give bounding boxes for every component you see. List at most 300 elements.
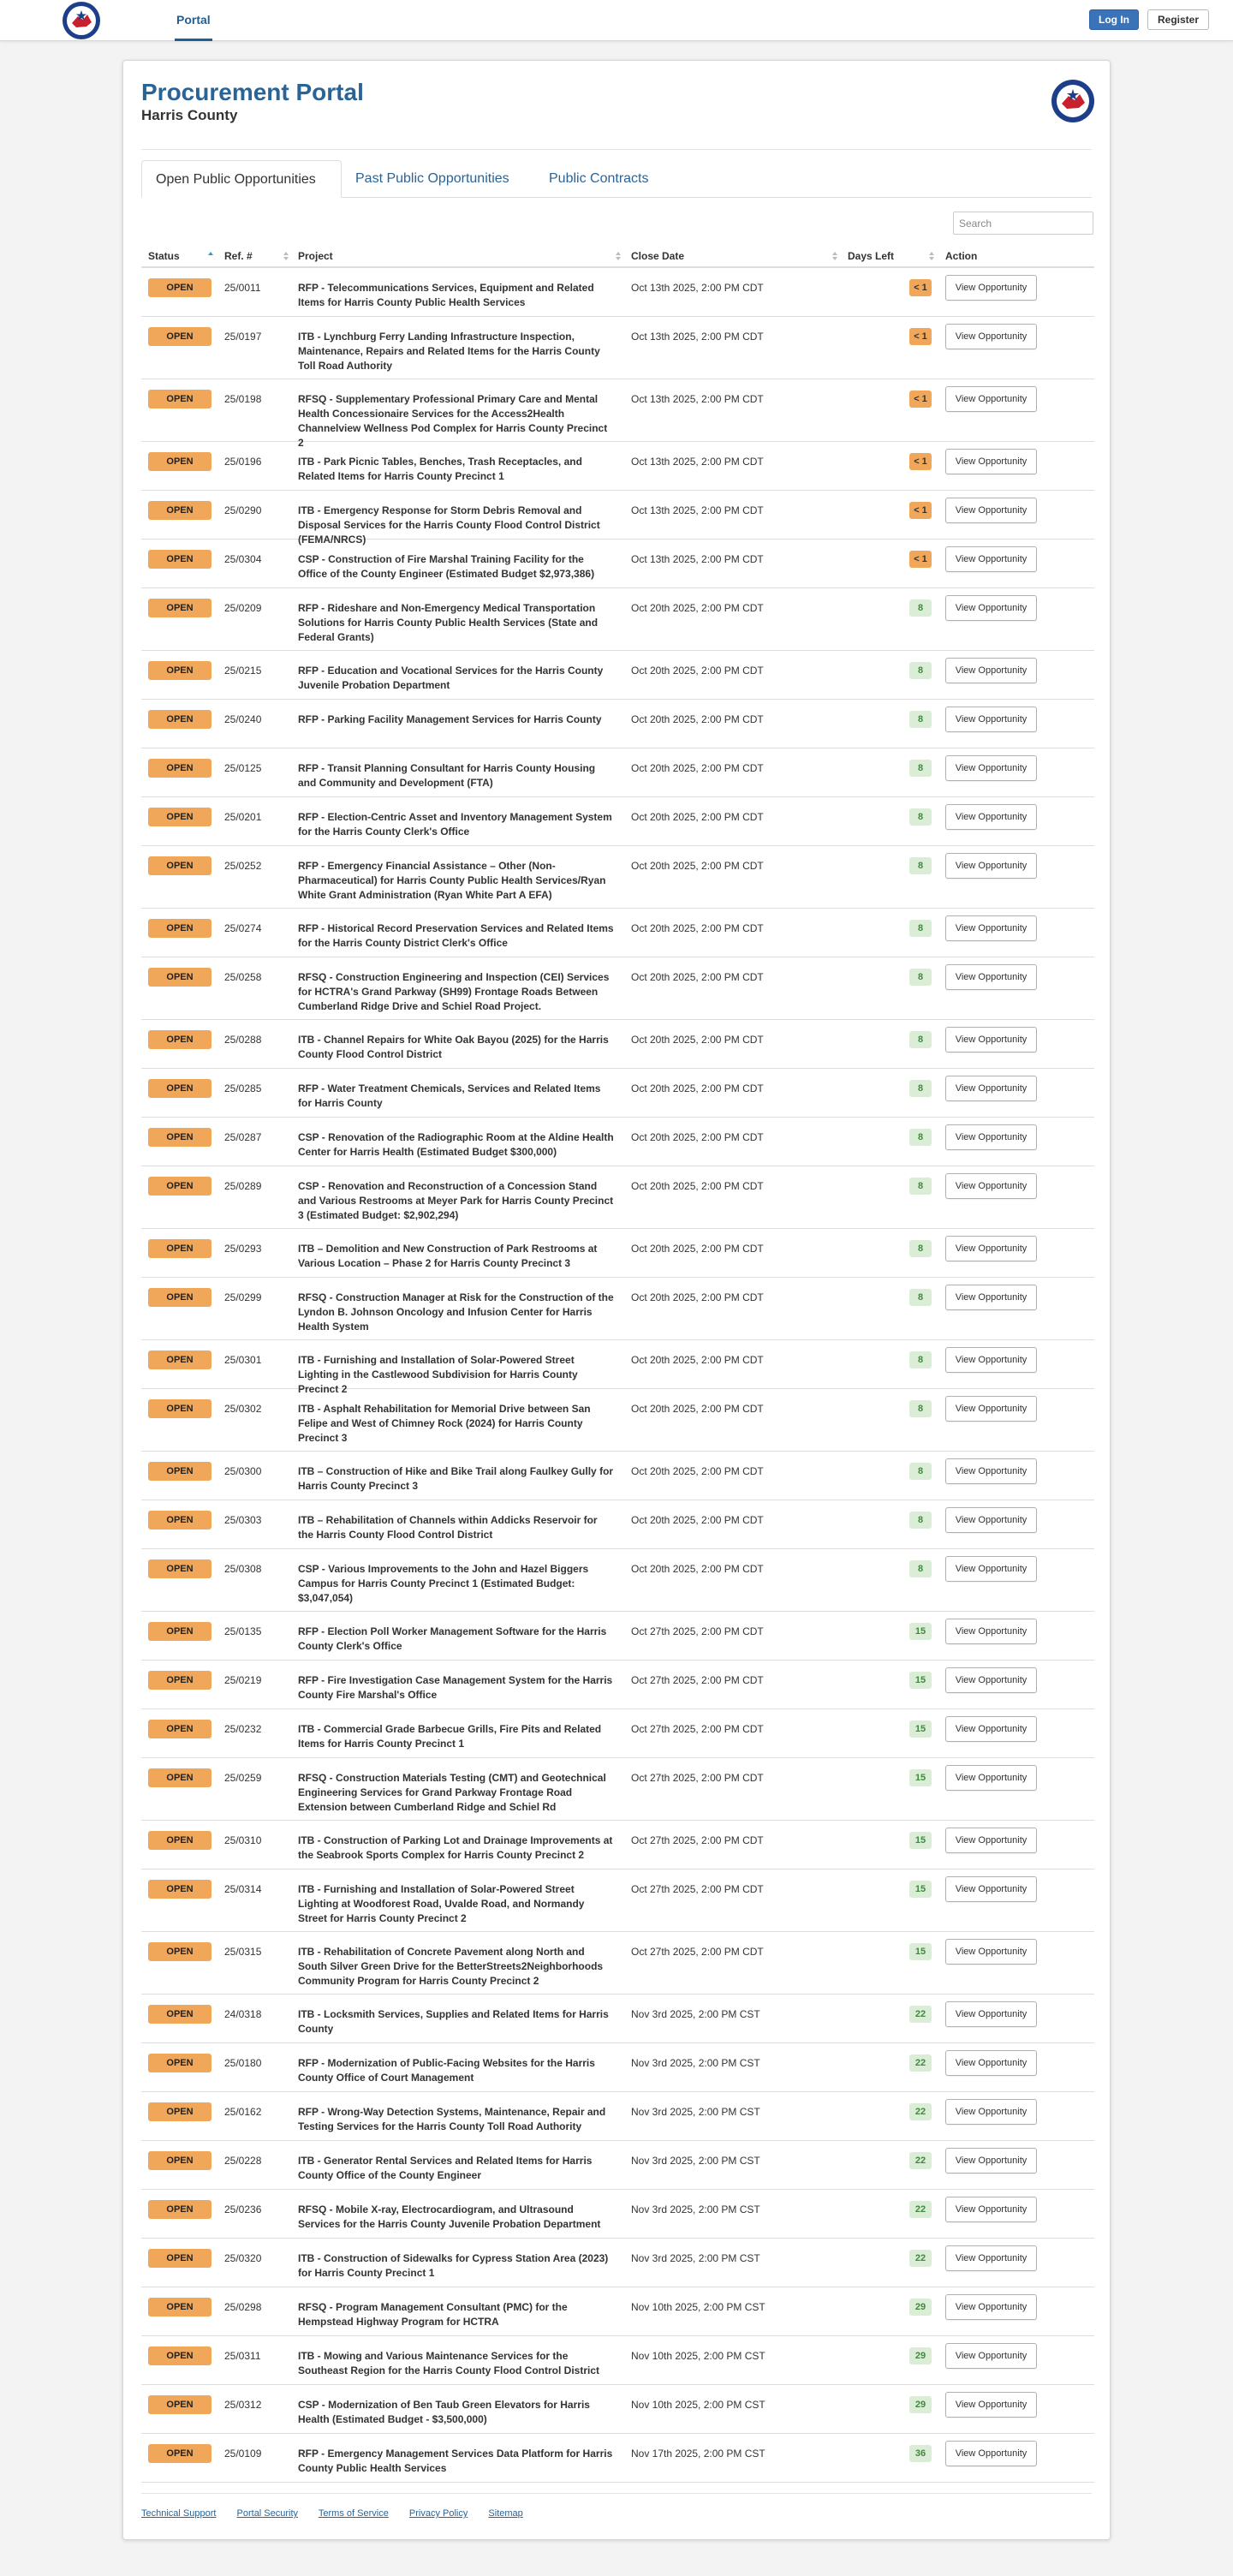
status-badge: OPEN <box>148 2200 211 2219</box>
project-title: RFP - Parking Facility Management Services for Harris County <box>298 713 602 725</box>
status-cell <box>148 2346 211 2365</box>
project-title: CSP - Construction of Fire Marshal Training Facility for the Office of the County Engineer (Estimated Budget $2,973,386) <box>298 553 595 580</box>
days-left-badge: < 1 <box>909 279 932 296</box>
table-row <box>141 491 1094 546</box>
table-row <box>141 797 1094 846</box>
days-left-badge: 22 <box>909 2054 932 2072</box>
status-cell <box>148 2395 211 2414</box>
view-opportunity-button[interactable]: View Opportunity <box>945 1716 1037 1742</box>
action-cell <box>945 2197 1037 2222</box>
project-title: ITB - Commercial Grade Barbecue Grills, Fire Pits and Related Items for Harris County Precinct 1 <box>298 1723 602 1750</box>
table-row <box>141 700 1094 748</box>
project-title: ITB - Furnishing and Installation of Solar-Powered Street Lighting in the Castlewood Subdivision for Harris County Precinct 2 <box>298 1354 578 1395</box>
status-cell <box>148 661 211 680</box>
table-row <box>141 748 1094 797</box>
ref-number: 25/0135 <box>224 1625 262 1637</box>
view-opportunity-button[interactable]: View Opportunity <box>945 1876 1037 1902</box>
action-cell <box>945 1236 1037 1261</box>
action-cell <box>945 1507 1037 1533</box>
status-badge: OPEN <box>148 2102 211 2121</box>
view-opportunity-button[interactable]: View Opportunity <box>945 1667 1037 1693</box>
ref-number: 25/0312 <box>224 2399 262 2411</box>
column-header-ref[interactable]: Ref. # <box>224 250 253 262</box>
action-cell <box>945 1716 1037 1742</box>
status-badge: OPEN <box>148 2005 211 2024</box>
status-badge: OPEN <box>148 1511 211 1530</box>
action-cell <box>945 755 1037 781</box>
status-cell <box>148 2151 211 2170</box>
close-date: Oct 27th 2025, 2:00 PM CDT <box>631 1883 764 1895</box>
table-row <box>141 1278 1094 1340</box>
footer-link-privacy-policy[interactable]: Privacy Policy <box>408 2508 468 2519</box>
table-row <box>141 1549 1094 1612</box>
view-opportunity-button[interactable]: View Opportunity <box>945 2392 1037 2418</box>
table-row <box>141 588 1094 651</box>
days-left-badge: 15 <box>909 1672 932 1689</box>
project-title: ITB – Construction of Hike and Bike Trail along Faulkey Gully for Harris County Precinct 3 <box>298 1465 614 1492</box>
view-opportunity-button[interactable]: View Opportunity <box>945 1619 1037 1644</box>
table-row <box>141 1758 1094 1821</box>
days-left-badge: 8 <box>909 760 932 777</box>
project-title: RFP - Water Treatment Chemicals, Services and Related Items for Harris County <box>298 1082 601 1109</box>
table-row <box>141 1709 1094 1758</box>
view-opportunity-button[interactable]: View Opportunity <box>945 2245 1037 2271</box>
footer-link-sitemap[interactable]: Sitemap <box>488 2508 523 2519</box>
action-cell <box>945 2245 1037 2271</box>
harris-county-seal-logo[interactable] <box>61 1 102 40</box>
nav-portal-link[interactable]: Portal <box>175 0 212 41</box>
view-opportunity-button[interactable]: View Opportunity <box>945 1173 1037 1199</box>
view-opportunity-button[interactable]: View Opportunity <box>945 2441 1037 2466</box>
view-opportunity-button[interactable]: View Opportunity <box>945 1124 1037 1150</box>
action-cell <box>945 804 1037 830</box>
days-left-badge: 8 <box>909 808 932 826</box>
action-cell <box>945 1173 1037 1199</box>
close-date: Nov 10th 2025, 2:00 PM CST <box>631 2350 765 2362</box>
days-left-badge: 8 <box>909 711 932 728</box>
tab-public-contracts[interactable]: Public Contracts <box>549 171 649 186</box>
view-opportunity-button[interactable]: View Opportunity <box>945 658 1037 683</box>
table-row <box>141 1166 1094 1229</box>
status-badge: OPEN <box>148 2395 211 2414</box>
project-title: RFP - Education and Vocational Services for the Harris County Juvenile Probation Department <box>298 665 604 691</box>
ref-number: 25/0311 <box>224 2350 261 2362</box>
view-opportunity-button[interactable]: View Opportunity <box>945 1396 1037 1422</box>
header-divider <box>141 149 1092 150</box>
action-cell <box>945 915 1037 941</box>
status-badge: OPEN <box>148 2346 211 2365</box>
sort-ascending-icon[interactable] <box>208 252 213 260</box>
footer-link-portal-security[interactable]: Portal Security <box>236 2508 299 2519</box>
status-cell <box>148 1559 211 1578</box>
project-title: ITB - Generator Rental Services and Related Items for Harris County Office of the County Engineer <box>298 2155 593 2181</box>
view-opportunity-button[interactable]: View Opportunity <box>945 2001 1037 2027</box>
view-opportunity-button[interactable]: View Opportunity <box>945 2294 1037 2320</box>
ref-number: 25/0314 <box>224 1883 262 1895</box>
register-button[interactable]: Register <box>1147 9 1209 30</box>
status-cell <box>148 599 211 617</box>
status-badge: OPEN <box>148 2151 211 2170</box>
close-date: Oct 20th 2025, 2:00 PM CDT <box>631 762 764 774</box>
days-left-badge: 8 <box>909 857 932 874</box>
days-left-badge: 22 <box>909 2103 932 2120</box>
close-date: Nov 3rd 2025, 2:00 PM CST <box>631 2155 760 2167</box>
action-cell <box>945 707 1037 732</box>
project-title: RFP - Wrong-Way Detection Systems, Maintenance, Repair and Testing Services for the Harris County Toll Road Authority <box>298 2106 606 2132</box>
table-row <box>141 1118 1094 1166</box>
days-left-badge: 29 <box>909 2347 932 2364</box>
footer-links <box>141 2508 541 2519</box>
view-opportunity-button[interactable]: View Opportunity <box>945 2050 1037 2076</box>
status-cell <box>148 1671 211 1690</box>
ref-number: 25/0308 <box>224 1563 262 1575</box>
view-opportunity-button[interactable]: View Opportunity <box>945 2099 1037 2125</box>
days-left-badge: 8 <box>909 1080 932 1097</box>
opportunities-table <box>141 244 1094 2483</box>
project-title: RFP - Emergency Financial Assistance – Other (Non-Pharmaceutical) for Harris County Public Health Services/Ryan White Grant Administration (Ryan White Part A EFA) <box>298 860 606 901</box>
main-card <box>122 60 1111 2540</box>
view-opportunity-button[interactable]: View Opportunity <box>945 804 1037 830</box>
ref-number: 25/0232 <box>224 1723 262 1735</box>
status-cell <box>148 1831 211 1850</box>
ref-number: 25/0298 <box>224 2301 262 2313</box>
table-row <box>141 2287 1094 2336</box>
status-cell <box>148 856 211 875</box>
days-left-badge: 8 <box>909 1560 932 1577</box>
table-row <box>141 268 1094 317</box>
action-cell <box>945 1347 1037 1373</box>
action-cell <box>945 2294 1037 2320</box>
close-date: Oct 20th 2025, 2:00 PM CDT <box>631 1082 764 1094</box>
column-header-status[interactable]: Status <box>148 250 180 262</box>
table-row <box>141 1340 1094 1395</box>
action-cell <box>945 275 1037 301</box>
close-date: Oct 20th 2025, 2:00 PM CDT <box>631 971 764 983</box>
footer-divider <box>141 2493 1092 2494</box>
tab-open-public-opportunities[interactable]: Open Public Opportunities <box>141 160 342 198</box>
project-title: CSP - Various Improvements to the John and Hazel Biggers Campus for Harris County Precinct 1 (Estimated Budget: $3,047,054) <box>298 1563 589 1604</box>
status-badge: OPEN <box>148 1399 211 1418</box>
ref-number: 24/0318 <box>224 2008 262 2020</box>
close-date: Oct 13th 2025, 2:00 PM CDT <box>631 331 764 343</box>
days-left-badge: 15 <box>909 1943 932 1960</box>
action-cell <box>945 1124 1037 1150</box>
status-badge: OPEN <box>148 1128 211 1147</box>
table-row <box>141 1612 1094 1661</box>
view-opportunity-button[interactable]: View Opportunity <box>945 2148 1037 2174</box>
action-cell <box>945 1876 1037 1902</box>
view-opportunity-button[interactable]: View Opportunity <box>945 853 1037 879</box>
close-date: Oct 20th 2025, 2:00 PM CDT <box>631 811 764 823</box>
ref-number: 25/0162 <box>224 2106 262 2118</box>
status-badge: OPEN <box>148 808 211 826</box>
project-title: RFSQ - Construction Materials Testing (CMT) and Geotechnical Engineering Services for Grand Parkway Frontage Road Extension between Cumberland Ridge and Schiel Rd <box>298 1772 606 1813</box>
project-title: RFP - Fire Investigation Case Management System for the Harris County Fire Marshal's Office <box>298 1674 613 1701</box>
close-date: Nov 3rd 2025, 2:00 PM CST <box>631 2008 760 2020</box>
status-cell <box>148 452 211 471</box>
column-header-days-left[interactable]: Days Left <box>848 250 895 262</box>
view-opportunity-button[interactable]: View Opportunity <box>945 1347 1037 1373</box>
action-cell <box>945 1027 1037 1052</box>
action-cell <box>945 2343 1037 2369</box>
column-header-close-date[interactable]: Close Date <box>631 250 685 262</box>
close-date: Oct 20th 2025, 2:00 PM CDT <box>631 1563 764 1575</box>
view-opportunity-button[interactable]: View Opportunity <box>945 915 1037 941</box>
status-cell <box>148 1880 211 1899</box>
status-badge: OPEN <box>148 1622 211 1641</box>
view-opportunity-button[interactable]: View Opportunity <box>945 1458 1037 1484</box>
close-date: Oct 20th 2025, 2:00 PM CDT <box>631 1354 764 1366</box>
view-opportunity-button[interactable]: View Opportunity <box>945 755 1037 781</box>
project-title: ITB – Rehabilitation of Channels within Addicks Reservoir for the Harris County Flood Control District <box>298 1514 598 1541</box>
status-badge: OPEN <box>148 599 211 617</box>
ref-number: 25/0236 <box>224 2203 262 2215</box>
close-date: Oct 27th 2025, 2:00 PM CDT <box>631 1723 764 1735</box>
status-cell <box>148 710 211 729</box>
days-left-badge: < 1 <box>909 551 932 568</box>
ref-number: 25/0219 <box>224 1674 262 1686</box>
ref-number: 25/0300 <box>224 1465 262 1477</box>
view-opportunity-button[interactable]: View Opportunity <box>945 449 1037 474</box>
project-title: CSP - Renovation and Reconstruction of a Concession Stand and Various Restrooms at Meyer Park for Harris County Precinct 3 (Estimated Budget: $2,902,294) <box>298 1180 614 1221</box>
status-badge: OPEN <box>148 1239 211 1258</box>
days-left-badge: 15 <box>909 1720 932 1738</box>
sort-icon[interactable] <box>929 252 934 260</box>
table-body <box>141 268 1094 2483</box>
status-cell <box>148 278 211 297</box>
status-cell <box>148 1720 211 1738</box>
project-title: RFP - Transit Planning Consultant for Harris County Housing and Community and Development (FTA) <box>298 762 596 789</box>
project-title: ITB - Construction of Sidewalks for Cypress Station Area (2023) for Harris County Precinct 1 <box>298 2252 609 2279</box>
close-date: Oct 20th 2025, 2:00 PM CDT <box>631 860 764 872</box>
table-row <box>141 1932 1094 1995</box>
ref-number: 25/0109 <box>224 2448 262 2460</box>
ref-number: 25/0301 <box>224 1354 262 1366</box>
close-date: Oct 20th 2025, 2:00 PM CDT <box>631 1465 764 1477</box>
table-row <box>141 1389 1094 1452</box>
ref-number: 25/0274 <box>224 922 262 934</box>
table-row <box>141 2239 1094 2287</box>
ref-number: 25/0320 <box>224 2252 262 2264</box>
view-opportunity-button[interactable]: View Opportunity <box>945 324 1037 349</box>
status-badge: OPEN <box>148 1177 211 1196</box>
sort-icon[interactable] <box>283 252 289 260</box>
status-badge: OPEN <box>148 1030 211 1049</box>
search-input[interactable] <box>953 212 1093 235</box>
status-cell <box>148 2102 211 2121</box>
days-left-badge: < 1 <box>909 328 932 345</box>
action-cell <box>945 1556 1037 1582</box>
project-title: RFP - Telecommunications Services, Equipment and Related Items for Harris County Public Health Services <box>298 282 594 308</box>
status-cell <box>148 2249 211 2268</box>
ref-number: 25/0288 <box>224 1034 262 1046</box>
action-cell <box>945 546 1037 572</box>
status-cell <box>148 759 211 778</box>
status-badge: OPEN <box>148 1768 211 1787</box>
ref-number: 25/0290 <box>224 504 262 516</box>
project-title: RFP - Election Poll Worker Management Software for the Harris County Clerk's Office <box>298 1625 607 1652</box>
action-cell <box>945 1619 1037 1644</box>
status-cell <box>148 1351 211 1369</box>
project-title: RFP - Election-Centric Asset and Inventory Management System for the Harris County Clerk's Office <box>298 811 612 838</box>
table-row <box>141 1020 1094 1069</box>
tab-past-public-opportunities[interactable]: Past Public Opportunities <box>355 171 509 186</box>
ref-number: 25/0287 <box>224 1131 262 1143</box>
table-row <box>141 1995 1094 2043</box>
action-cell <box>945 2050 1037 2076</box>
status-badge: OPEN <box>148 1079 211 1098</box>
status-badge: OPEN <box>148 278 211 297</box>
project-title: ITB - Mowing and Various Maintenance Services for the Southeast Region for the Harris County Flood Control District <box>298 2350 600 2376</box>
status-badge: OPEN <box>148 2444 211 2463</box>
status-badge: OPEN <box>148 1288 211 1307</box>
table-row <box>141 317 1094 379</box>
status-cell <box>148 1942 211 1961</box>
table-row <box>141 651 1094 700</box>
project-title: ITB - Furnishing and Installation of Solar-Powered Street Lighting at Woodforest Road, Uvalde Road, and Normandy Street for Harris County Precinct 2 <box>298 1883 585 1924</box>
action-cell <box>945 2392 1037 2418</box>
days-left-badge: 8 <box>909 920 932 937</box>
ref-number: 25/0215 <box>224 665 262 677</box>
project-title: ITB - Emergency Response for Storm Debris Removal and Disposal Services for the Harris County Flood Control District (FEMA/NRCS) <box>298 504 600 546</box>
days-left-badge: 8 <box>909 1512 932 1529</box>
status-cell <box>148 550 211 569</box>
action-cell <box>945 1667 1037 1693</box>
sort-icon[interactable] <box>832 252 837 260</box>
table-row <box>141 2385 1094 2434</box>
opportunity-tabs <box>141 160 1092 198</box>
status-badge: OPEN <box>148 327 211 346</box>
ref-number: 25/0240 <box>224 713 262 725</box>
table-row <box>141 846 1094 909</box>
project-title: ITB – Demolition and New Construction of Park Restrooms at Various Location – Phase 2 for Harris County Precinct 3 <box>298 1243 598 1269</box>
view-opportunity-button[interactable]: View Opportunity <box>945 1765 1037 1791</box>
view-opportunity-button[interactable]: View Opportunity <box>945 1507 1037 1533</box>
ref-number: 25/0315 <box>224 1946 262 1958</box>
view-opportunity-button[interactable]: View Opportunity <box>945 386 1037 412</box>
days-left-badge: 8 <box>909 1129 932 1146</box>
view-opportunity-button[interactable]: View Opportunity <box>945 498 1037 523</box>
ref-number: 25/0209 <box>224 602 262 614</box>
close-date: Oct 20th 2025, 2:00 PM CDT <box>631 1403 764 1415</box>
action-cell <box>945 1765 1037 1791</box>
ref-number: 25/0198 <box>224 393 262 405</box>
close-date: Oct 20th 2025, 2:00 PM CDT <box>631 1243 764 1255</box>
view-opportunity-button[interactable]: View Opportunity <box>945 546 1037 572</box>
project-title: RFSQ - Construction Engineering and Inspection (CEI) Services for HCTRA's Grand Parkway (SH99) Frontage Roads Between Cumberland Ridge Drive and Schiel Road Project. <box>298 971 610 1012</box>
status-cell <box>148 2200 211 2219</box>
days-left-badge: 8 <box>909 1400 932 1417</box>
close-date: Nov 10th 2025, 2:00 PM CST <box>631 2301 765 2313</box>
table-row <box>141 2336 1094 2385</box>
status-cell <box>148 1177 211 1196</box>
action-cell <box>945 324 1037 349</box>
project-title: RFSQ - Program Management Consultant (PMC) for the Hempstead Highway Program for HCTRA <box>298 2301 568 2328</box>
view-opportunity-button[interactable]: View Opportunity <box>945 707 1037 732</box>
status-badge: OPEN <box>148 501 211 520</box>
table-row <box>141 1869 1094 1932</box>
action-cell <box>945 658 1037 683</box>
view-opportunity-button[interactable]: View Opportunity <box>945 595 1037 621</box>
status-badge: OPEN <box>148 1462 211 1481</box>
view-opportunity-button[interactable]: View Opportunity <box>945 1027 1037 1052</box>
table-header <box>141 244 1094 268</box>
action-cell <box>945 449 1037 474</box>
column-header-project[interactable]: Project <box>298 250 333 262</box>
view-opportunity-button[interactable]: View Opportunity <box>945 275 1037 301</box>
close-date: Oct 13th 2025, 2:00 PM CDT <box>631 282 764 294</box>
view-opportunity-button[interactable]: View Opportunity <box>945 964 1037 990</box>
view-opportunity-button[interactable]: View Opportunity <box>945 1939 1037 1965</box>
action-cell <box>945 2148 1037 2174</box>
ref-number: 25/0310 <box>224 1834 262 1846</box>
days-left-badge: 15 <box>909 1623 932 1640</box>
days-left-badge: 22 <box>909 2201 932 2218</box>
status-badge: OPEN <box>148 919 211 938</box>
status-cell <box>148 390 211 408</box>
ref-number: 25/0180 <box>224 2057 262 2069</box>
status-cell <box>148 1239 211 1258</box>
action-cell <box>945 1285 1037 1310</box>
action-cell <box>945 1458 1037 1484</box>
ref-number: 25/0304 <box>224 553 262 565</box>
project-title: ITB - Lynchburg Ferry Landing Infrastructure Inspection, Maintenance, Repairs and Related Items for the Harris County Toll Road Authority <box>298 331 600 372</box>
close-date: Oct 20th 2025, 2:00 PM CDT <box>631 922 764 934</box>
status-cell <box>148 919 211 938</box>
table-row <box>141 1821 1094 1869</box>
ref-number: 25/0197 <box>224 331 262 343</box>
page-subtitle: Harris County <box>141 107 238 123</box>
ref-number: 25/0303 <box>224 1514 262 1526</box>
status-cell <box>148 1768 211 1787</box>
days-left-badge: 8 <box>909 1289 932 1306</box>
status-badge: OPEN <box>148 661 211 680</box>
status-badge: OPEN <box>148 759 211 778</box>
status-badge: OPEN <box>148 1559 211 1578</box>
status-badge: OPEN <box>148 1831 211 1850</box>
status-cell <box>148 1030 211 1049</box>
project-title: RFSQ - Supplementary Professional Primary Care and Mental Health Concessionaire Services for the Access2Health Channelview Wellness Pod Complex for Harris County Precinct 2 <box>298 393 608 449</box>
ref-number: 25/0289 <box>224 1180 262 1192</box>
view-opportunity-button[interactable]: View Opportunity <box>945 1236 1037 1261</box>
view-opportunity-button[interactable]: View Opportunity <box>945 1828 1037 1853</box>
days-left-badge: 15 <box>909 1832 932 1849</box>
table-row <box>141 1452 1094 1500</box>
ref-number: 25/0302 <box>224 1403 262 1415</box>
days-left-badge: 8 <box>909 662 932 679</box>
status-cell <box>148 327 211 346</box>
ref-number: 25/0258 <box>224 971 262 983</box>
view-opportunity-button[interactable]: View Opportunity <box>945 2197 1037 2222</box>
footer-link-terms-of-service[interactable]: Terms of Service <box>318 2508 389 2519</box>
view-opportunity-button[interactable]: View Opportunity <box>945 1556 1037 1582</box>
project-title: ITB - Park Picnic Tables, Benches, Trash Receptacles, and Related Items for Harris County Precinct 1 <box>298 456 582 482</box>
sort-icon[interactable] <box>616 252 621 260</box>
close-date: Oct 20th 2025, 2:00 PM CDT <box>631 1291 764 1303</box>
footer-link-technical-support[interactable]: Technical Support <box>141 2508 217 2519</box>
close-date: Oct 27th 2025, 2:00 PM CDT <box>631 1834 764 1846</box>
close-date: Oct 20th 2025, 2:00 PM CDT <box>631 1514 764 1526</box>
close-date: Oct 20th 2025, 2:00 PM CDT <box>631 713 764 725</box>
action-cell <box>945 1076 1037 1101</box>
view-opportunity-button[interactable]: View Opportunity <box>945 1285 1037 1310</box>
close-date: Oct 13th 2025, 2:00 PM CDT <box>631 553 764 565</box>
view-opportunity-button[interactable]: View Opportunity <box>945 1076 1037 1101</box>
days-left-badge: 15 <box>909 1769 932 1786</box>
table-row <box>141 1661 1094 1709</box>
login-button[interactable]: Log In <box>1089 9 1139 30</box>
view-opportunity-button[interactable]: View Opportunity <box>945 2343 1037 2369</box>
